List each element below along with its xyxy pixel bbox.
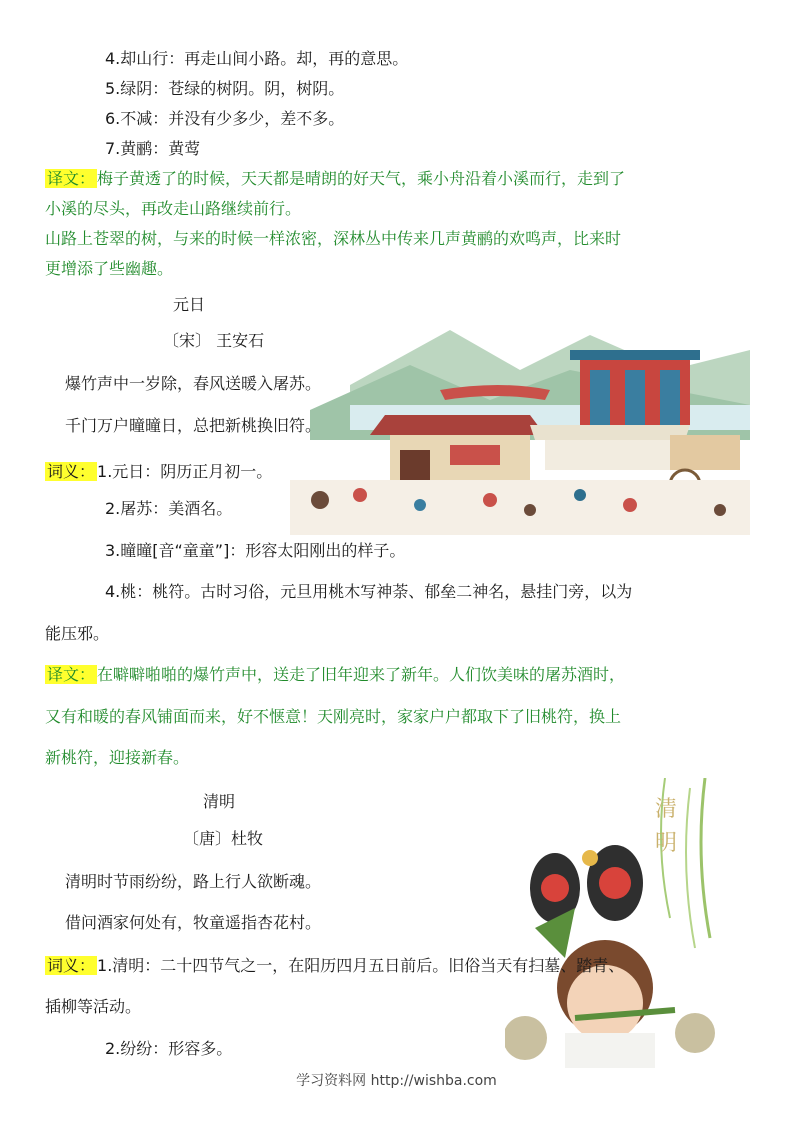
vocab-4: 4.桃：桃符。古时习俗，元旦用桃木写神荼、郁垒二神名，悬挂门旁，以为	[105, 582, 633, 601]
poem-title-qingming: 清明	[203, 792, 236, 811]
vocab-text: 1.元日：阴历正月初一。	[97, 462, 273, 481]
vocab-3: 3.曈曈[音“童童”]：形容太阳刚出的样子。	[105, 541, 406, 560]
translation-1-line1	[45, 168, 625, 190]
translation-2-line3: 新桃符，迎接新春。	[45, 748, 190, 767]
poem-verse-2: 千门万户曈曈日，总把新桃换旧符。	[65, 416, 322, 435]
poem-verse-1: 清明时节雨纷纷，路上行人欲断魂。	[65, 872, 322, 891]
translation-1-line3: 山路上苍翠的树，与来的时候一样浓密，深林丛中传来几声黄鹂的欢鸣声，比来时	[45, 229, 622, 248]
note-5: 5.绿阴：苍绿的树阴。阴，树阴。	[105, 79, 345, 98]
vocab-qm-2: 2.纷纷：形容多。	[105, 1039, 233, 1058]
note-7: 7.黄鹂：黄莺	[105, 139, 201, 158]
poem-title-yuanri: 元日	[173, 295, 206, 314]
translation-text: 在噼噼啪啪的爆竹声中，送走了旧年迎来了新年。人们饮美味的屠苏酒时，	[97, 665, 626, 684]
translation-2-line1	[45, 664, 625, 686]
vocab-label: 词义：	[47, 956, 96, 975]
poem-author-du-mu: 〔唐〕杜牧	[183, 829, 264, 848]
vocab-1	[45, 461, 272, 483]
translation-1-line2: 小溪的尽头，再改走山路继续前行。	[45, 199, 302, 218]
translation-label: 译文：	[47, 169, 96, 188]
vocab-4-cont: 能压邪。	[45, 624, 110, 643]
qingming-illustration	[505, 778, 720, 1068]
vocab-qm-1-cont: 插柳等活动。	[45, 997, 142, 1016]
new-year-market-illustration	[290, 310, 750, 535]
vocab-text: 1.清明：二十四节气之一，在阳历四月五日前后。旧俗当天有扫墓、踏青、	[97, 956, 625, 975]
poem-author-wang-anshi: 〔宋〕 王安石	[163, 331, 265, 350]
note-4: 4.却山行：再走山间小路。却，再的意思。	[105, 49, 409, 68]
translation-1-line4: 更增添了些幽趣。	[45, 259, 174, 278]
translation-2-line2: 又有和暖的春风铺面而来，好不惬意！天刚亮时，家家户户都取下了旧桃符，换上	[45, 707, 622, 726]
note-6: 6.不减：并没有少多少，差不多。	[105, 109, 345, 128]
poem-verse-2: 借问酒家何处有，牧童遥指杏花村。	[65, 913, 322, 932]
translation-text: 梅子黄透了的时候，天天都是晴朗的好天气，乘小舟沿着小溪而行，走到了	[97, 169, 626, 188]
vocab-2: 2.屠苏：美酒名。	[105, 499, 233, 518]
page-footer: 学习资料网 http://wishba.com	[296, 1073, 497, 1089]
vocab-label: 词义：	[47, 462, 96, 481]
poem-verse-1: 爆竹声中一岁除，春风送暖入屠苏。	[65, 374, 322, 393]
vocab-qm-1	[45, 955, 624, 977]
qingming-image-caption: 清明	[655, 797, 678, 856]
translation-label: 译文：	[47, 665, 96, 684]
